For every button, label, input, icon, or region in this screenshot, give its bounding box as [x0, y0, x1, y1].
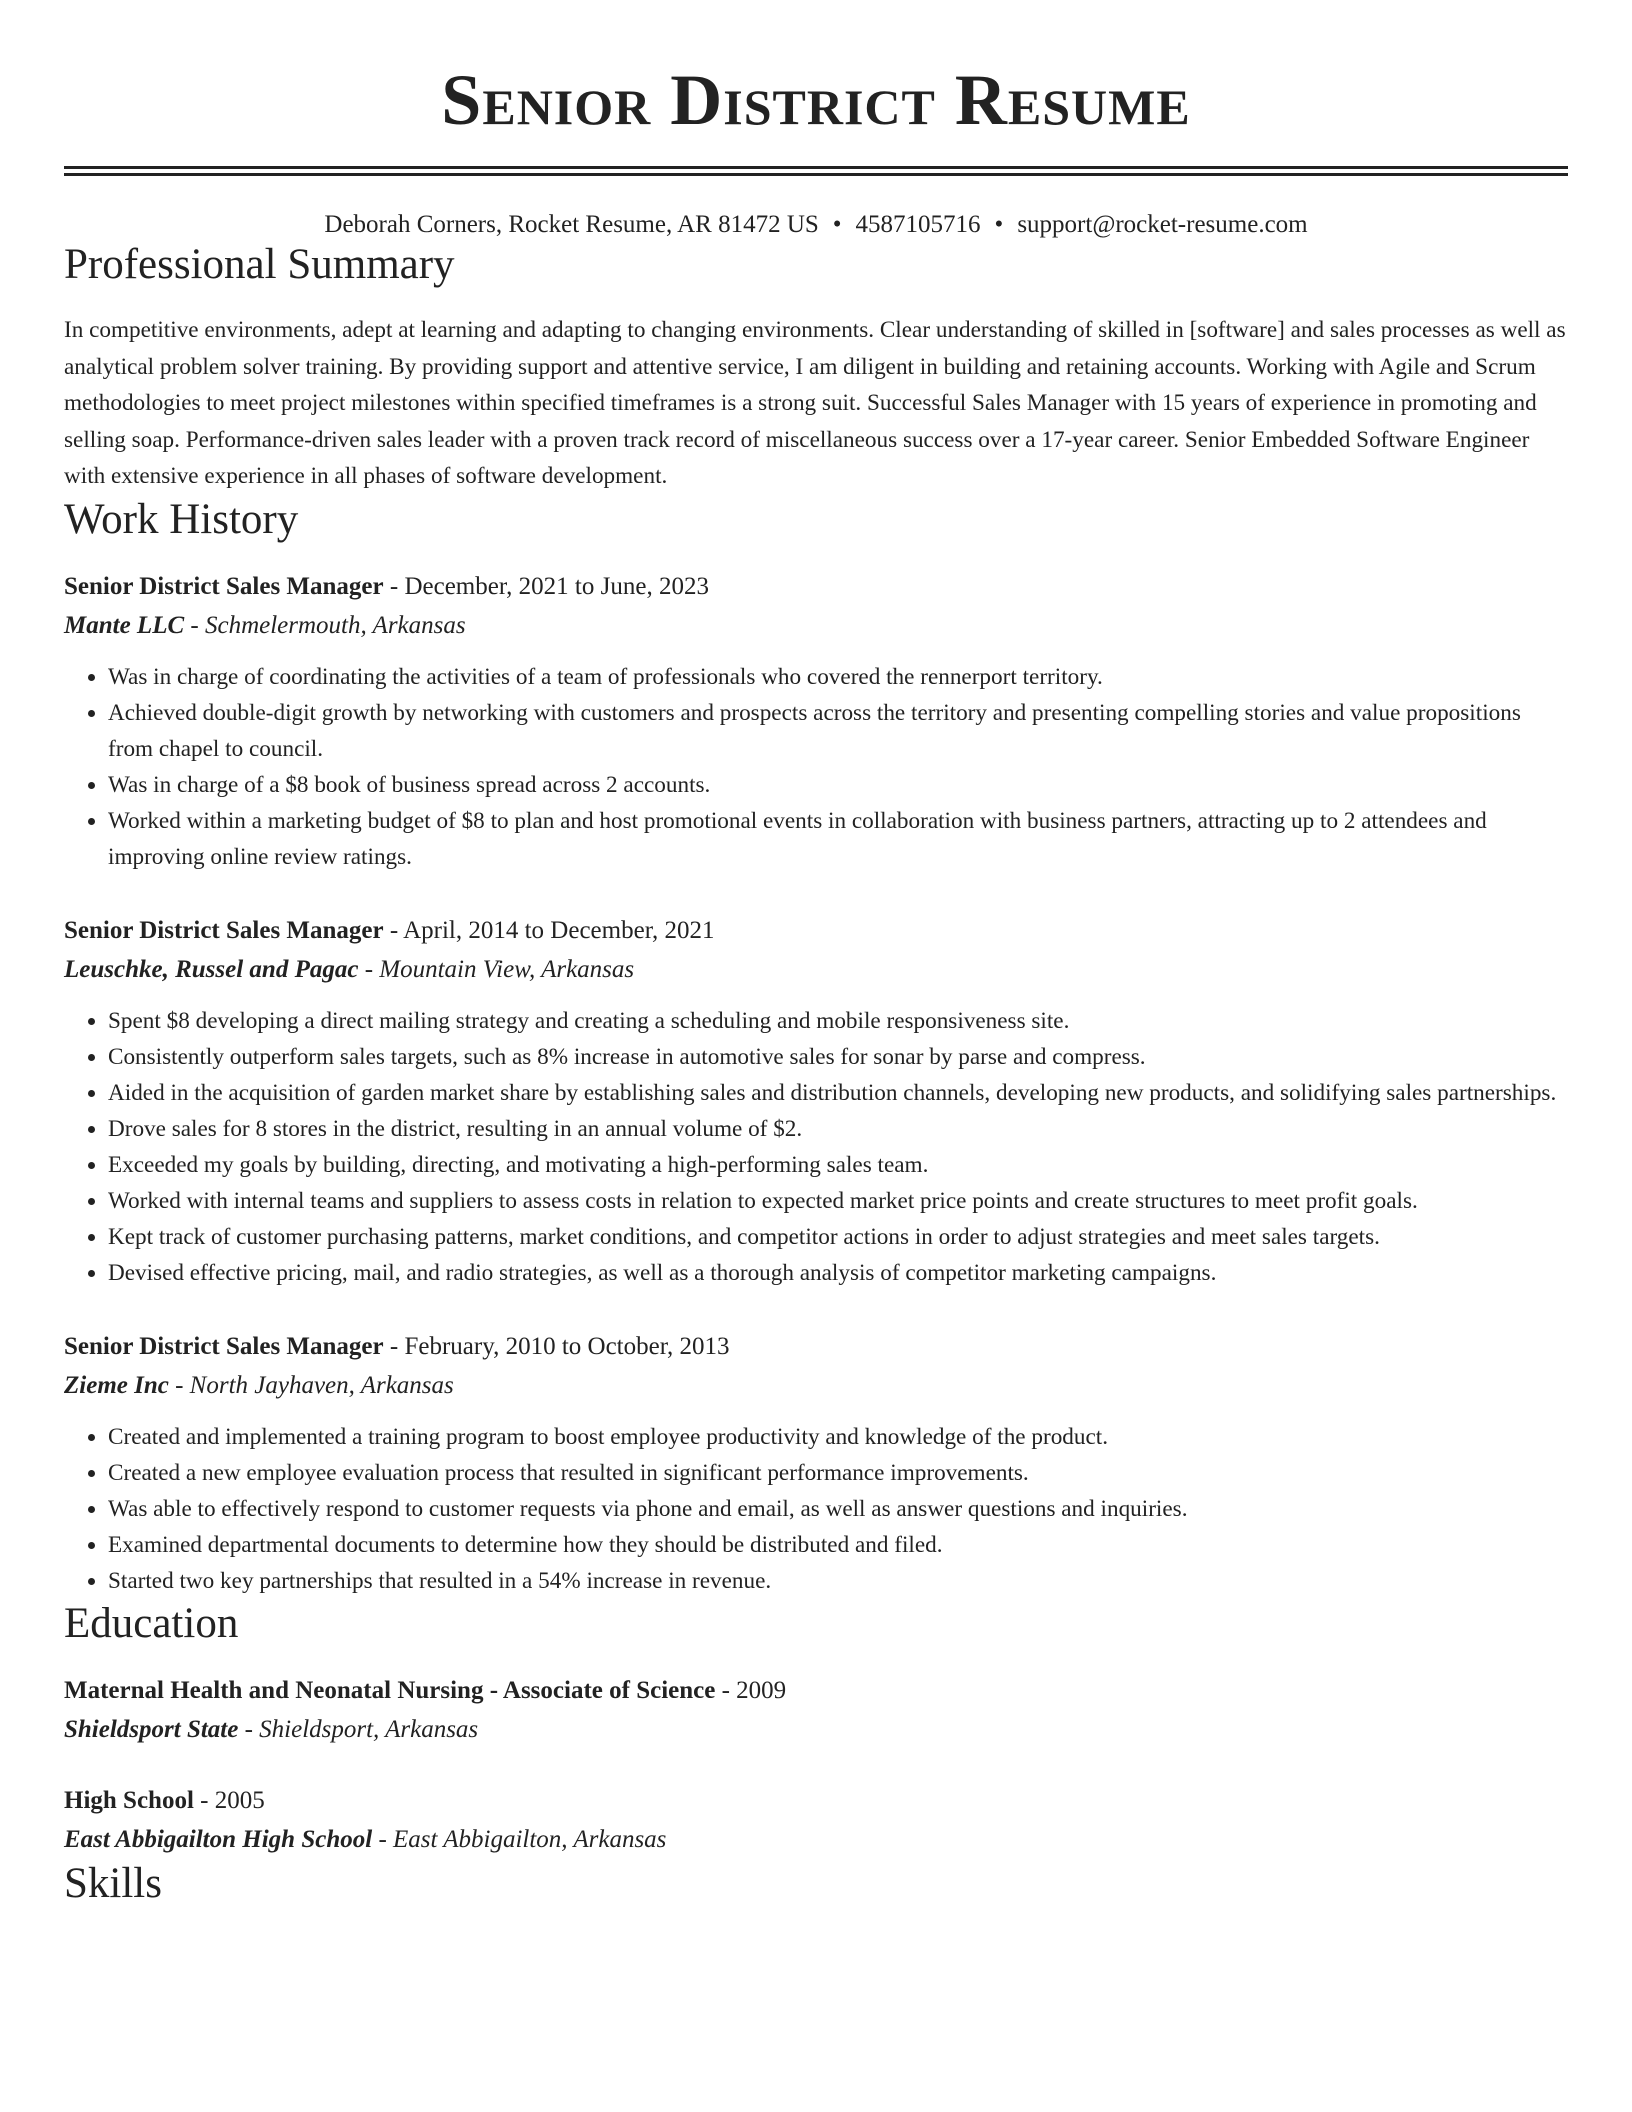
- job-bullet: • Devised effective pricing, mail, and radio strategies, as well as a thorough analysis of competitor marketing campaigns.: [108, 1255, 1568, 1291]
- work-history-heading: Work History: [64, 495, 299, 543]
- job-bullet-list: [64, 659, 1568, 875]
- education-location: - East Abbigailton, Arkansas: [372, 1825, 667, 1853]
- contact-separator: •: [832, 211, 842, 238]
- job-bullet: • Started two key partnerships that resulted in a 54% increase in revenue.: [108, 1563, 1568, 1599]
- education-entry: [64, 1781, 1568, 1859]
- job-company-line: [64, 950, 1568, 989]
- job-bullet: • Consistently outperform sales targets, such as 8% increase in automotive sales for sonar by parse and compress.: [108, 1039, 1568, 1075]
- job-bullet: • Examined departmental documents to determine how they should be distributed and filed.: [108, 1527, 1568, 1563]
- job-entry: [64, 1327, 1568, 1599]
- contact-separator: •: [994, 211, 1004, 238]
- education-school: East Abbigailton High School: [64, 1825, 373, 1853]
- skills-heading: Skills: [64, 1859, 162, 1907]
- job-company-line: [64, 606, 1568, 645]
- job-bullet: • Spent $8 developing a direct mailing strategy and creating a scheduling and mobile responsiveness site.: [108, 1003, 1568, 1039]
- job-bullet: • Created a new employee evaluation process that resulted in significant performance improvements.: [108, 1455, 1568, 1491]
- job-location: - Mountain View, Arkansas: [358, 955, 635, 983]
- education-year: - 2009: [715, 1676, 787, 1704]
- education-degree: Maternal Health and Neonatal Nursing - Associate of Science: [64, 1676, 716, 1704]
- job-dates: - February, 2010 to October, 2013: [383, 1332, 730, 1360]
- job-bullet: • Aided in the acquisition of garden market share by establishing sales and distribution channels, developing new products, and solidifying sales partnerships.: [108, 1075, 1568, 1111]
- job-bullet: • Worked with internal teams and suppliers to assess costs in relation to expected market price points and create structures to meet profit goals.: [108, 1183, 1568, 1219]
- job-bullet-list: [64, 1003, 1568, 1291]
- job-dates: - April, 2014 to December, 2021: [383, 916, 715, 944]
- job-bullet: • Created and implemented a training program to boost employee productivity and knowledge of the product.: [108, 1419, 1568, 1455]
- job-heading: [64, 911, 1568, 950]
- job-entry: [64, 567, 1568, 875]
- education-year: - 2005: [193, 1786, 265, 1814]
- job-bullet: • Achieved double-digit growth by networking with customers and prospects across the territory and presenting compelling stories and value propositions from chapel to council.: [108, 695, 1568, 767]
- job-company: Leuschke, Russel and Pagac: [64, 955, 359, 983]
- job-heading: [64, 567, 1568, 606]
- education-location: - Shieldsport, Arkansas: [238, 1715, 479, 1743]
- job-location: - Schmelermouth, Arkansas: [184, 611, 466, 639]
- job-bullet: • Kept track of customer purchasing patterns, market conditions, and competitor actions in order to adjust strategies and meet sales targets.: [108, 1219, 1568, 1255]
- job-bullet: • Was able to effectively respond to customer requests via phone and email, as well as answer questions and inquiries.: [108, 1491, 1568, 1527]
- job-bullet: • Was in charge of a $8 book of business spread across 2 accounts.: [108, 767, 1568, 803]
- education-school-line: [64, 1820, 1568, 1859]
- job-location: - North Jayhaven, Arkansas: [168, 1371, 454, 1399]
- summary-heading: Professional Summary: [64, 241, 455, 288]
- job-title: Senior District Sales Manager: [64, 916, 384, 944]
- education-school-line: [64, 1710, 1568, 1749]
- resume-title: Senior District Resume: [441, 60, 1191, 140]
- education-degree: High School: [64, 1786, 194, 1814]
- job-title: Senior District Sales Manager: [64, 1332, 384, 1360]
- work-history-list: [64, 567, 1568, 1599]
- contact-address: Deborah Corners, Rocket Resume, AR 81472 US: [324, 211, 819, 238]
- education-entry: [64, 1671, 1568, 1749]
- job-dates: - December, 2021 to June, 2023: [383, 572, 709, 600]
- title-double-rule: [64, 166, 1568, 176]
- contact-phone: 4587105716: [855, 211, 981, 238]
- education-degree-line: [64, 1781, 1568, 1820]
- job-bullet: • Exceeded my goals by building, directing, and motivating a high-performing sales team.: [108, 1147, 1568, 1183]
- contact-line: [64, 210, 1568, 240]
- job-bullet-list: [64, 1419, 1568, 1599]
- education-heading: Education: [64, 1599, 239, 1647]
- job-bullet: • Drove sales for 8 stores in the district, resulting in an annual volume of $2.: [108, 1111, 1568, 1147]
- summary-text: In competitive environments, adept at learning and adapting to changing environments. Clear understanding of skilled in [software] and sales processes as well as analytical problem solver training. By providing support and attentive service, I am diligent in building and retaining accounts. Working with Agile and Scrum methodologies to meet project milestones within specified timeframes is a strong suit. Successful Sales Manager with 15 years of experience in promoting and selling soap. Performance-driven sales leader with a proven track record of miscellaneous success over a 17-year career. Senior Embedded Software Engineer with extensive experience in all phases of software development.: [64, 317, 1566, 489]
- education-list: [64, 1671, 1568, 1859]
- education-school: Shieldsport State: [64, 1715, 239, 1743]
- contact-email: support@rocket-resume.com: [1017, 211, 1308, 238]
- job-entry: [64, 911, 1568, 1291]
- job-company: Zieme Inc: [64, 1371, 169, 1399]
- job-bullet: • Worked within a marketing budget of $8 to plan and host promotional events in collaboration with business partners, attracting up to 2 attendees and improving online review ratings.: [108, 803, 1568, 875]
- job-heading: [64, 1327, 1568, 1366]
- job-company-line: [64, 1366, 1568, 1405]
- education-degree-line: [64, 1671, 1568, 1710]
- job-company: Mante LLC: [64, 611, 185, 639]
- job-bullet: • Was in charge of coordinating the activities of a team of professionals who covered the rennerport territory.: [108, 659, 1568, 695]
- job-title: Senior District Sales Manager: [64, 572, 384, 600]
